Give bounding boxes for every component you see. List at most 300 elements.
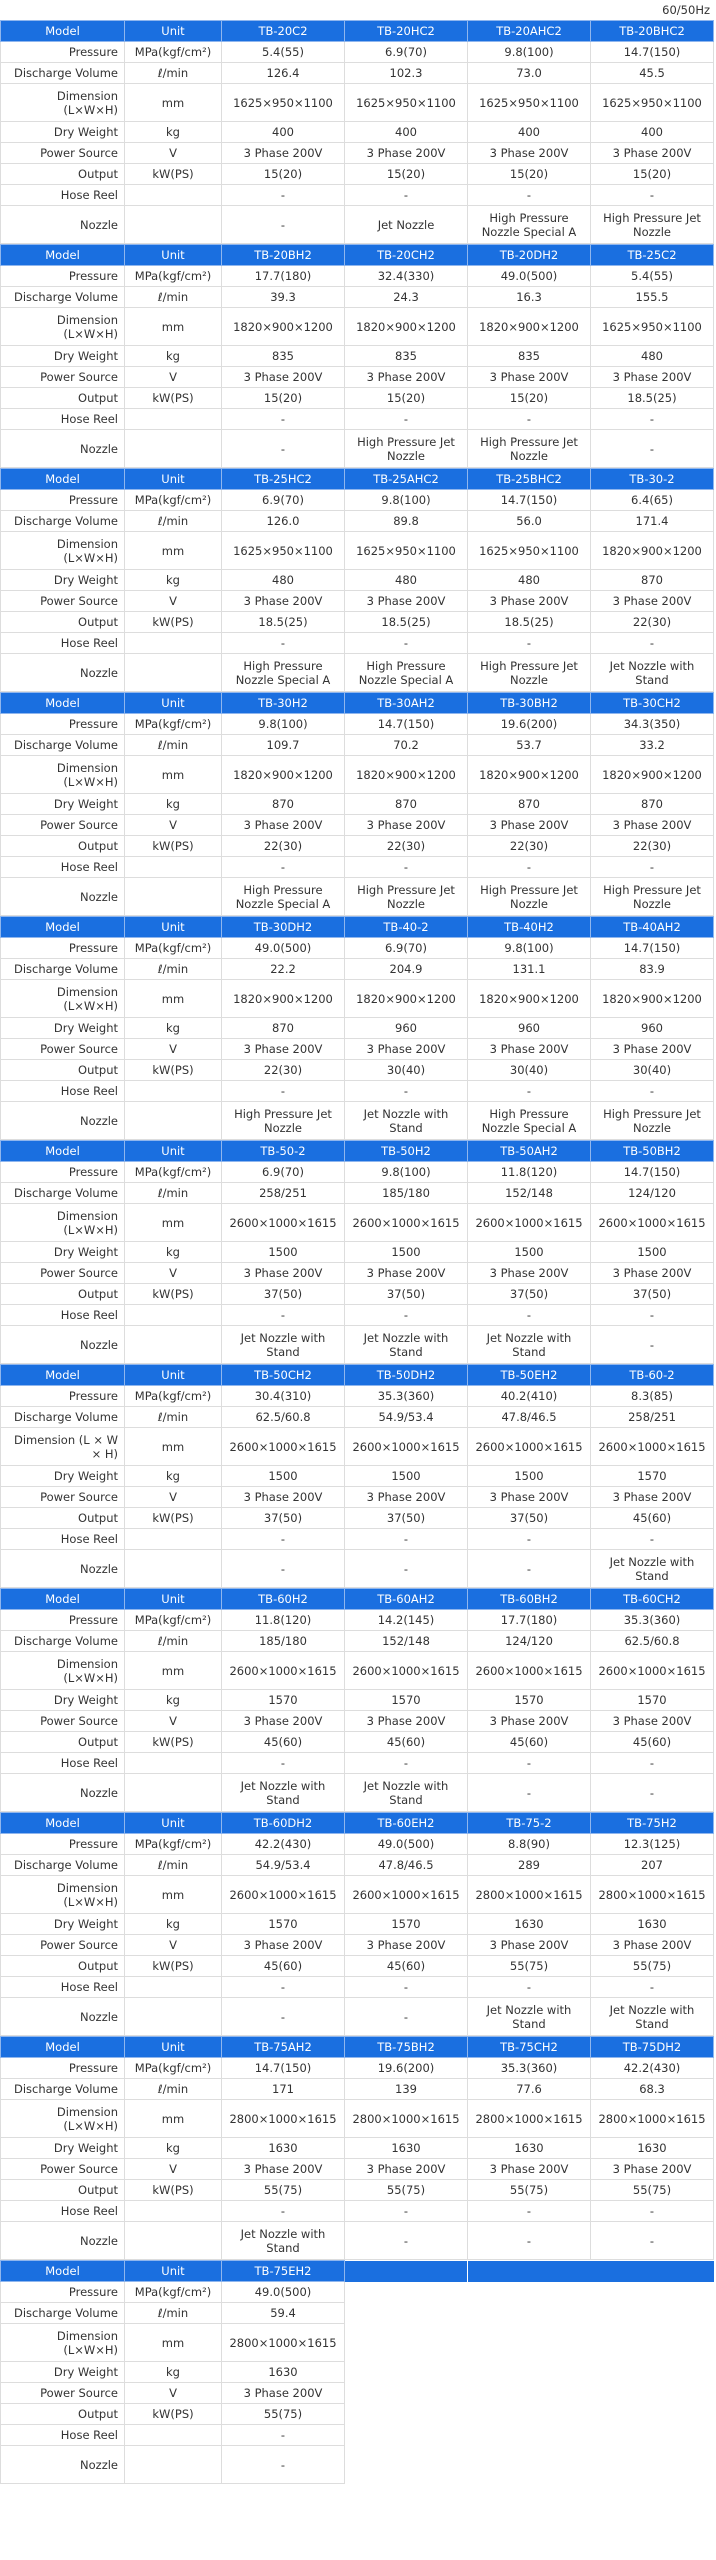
empty-cell [591, 2446, 714, 2484]
output-value: 15(20) [591, 164, 714, 185]
dry-weight-label: Dry Weight [1, 346, 125, 367]
model-label: Model [1, 917, 125, 938]
dimension-value: 2600×1000×1615 [591, 1652, 714, 1690]
power-source-unit: V [125, 2383, 222, 2404]
dry-weight-unit: kg [125, 346, 222, 367]
unit-label: Unit [125, 1141, 222, 1162]
nozzle-value: High Pressure Jet Nozzle [468, 654, 591, 692]
discharge-volume-value: 16.3 [468, 287, 591, 308]
nozzle-unit [125, 1774, 222, 1812]
hose-reel-value: - [591, 185, 714, 206]
pressure-unit: MPa(kgf/cm²) [125, 2282, 222, 2303]
dry-weight-value: 960 [591, 1018, 714, 1039]
spec-tables [0, 20, 716, 2484]
power-source-label: Power Source [1, 1711, 125, 1732]
pressure-value: 49.0(500) [222, 2282, 345, 2303]
spec-table [0, 468, 714, 692]
power-source-row [1, 2383, 714, 2404]
nozzle-value: Jet Nozzle with Stand [468, 1998, 591, 2036]
model-name: TB-50-2 [222, 1141, 345, 1162]
spec-table [0, 1140, 714, 1364]
dimension-value: 2600×1000×1615 [222, 1428, 345, 1466]
output-value: 22(30) [468, 836, 591, 857]
nozzle-value: High Pressure Nozzle Special A [345, 654, 468, 692]
hose-reel-unit [125, 409, 222, 430]
spec-table [0, 916, 714, 1140]
power-source-value: 3 Phase 200V [222, 1039, 345, 1060]
output-value: 45(60) [222, 1732, 345, 1753]
dry-weight-label: Dry Weight [1, 122, 125, 143]
pressure-value: 30.4(310) [222, 1386, 345, 1407]
pressure-label: Pressure [1, 1386, 125, 1407]
discharge-volume-value: 171.4 [591, 511, 714, 532]
spec-table [0, 1588, 714, 1812]
model-header-row [1, 693, 714, 714]
discharge-volume-value: 77.6 [468, 2079, 591, 2100]
pressure-value: 11.8(120) [468, 1162, 591, 1183]
hose-reel-value: - [591, 2201, 714, 2222]
dry-weight-value: 835 [345, 346, 468, 367]
hose-reel-value: - [468, 409, 591, 430]
dry-weight-label: Dry Weight [1, 1018, 125, 1039]
power-source-label: Power Source [1, 2159, 125, 2180]
model-header-row [1, 1813, 714, 1834]
hose-reel-value: - [345, 409, 468, 430]
hose-reel-unit [125, 1977, 222, 1998]
dimension-label: Dimension (L×W×H) [1, 2100, 125, 2138]
dry-weight-unit: kg [125, 2362, 222, 2383]
model-name: TB-25HC2 [222, 469, 345, 490]
dimension-row [1, 1204, 714, 1242]
discharge-volume-value: 204.9 [345, 959, 468, 980]
dry-weight-value: 870 [345, 794, 468, 815]
output-value: 15(20) [222, 388, 345, 409]
pressure-value: 35.3(360) [345, 1386, 468, 1407]
power-source-value: 3 Phase 200V [468, 1039, 591, 1060]
power-source-value: 3 Phase 200V [591, 367, 714, 388]
nozzle-unit [125, 2222, 222, 2260]
model-name: TB-30DH2 [222, 917, 345, 938]
discharge-volume-unit: ℓ/min [125, 1407, 222, 1428]
dimension-label: Dimension (L × W × H) [1, 1428, 125, 1466]
output-unit: kW(PS) [125, 388, 222, 409]
empty-cell [345, 2425, 468, 2446]
dry-weight-value: 480 [591, 346, 714, 367]
nozzle-row [1, 1326, 714, 1364]
model-header-row [1, 21, 714, 42]
dimension-unit: mm [125, 84, 222, 122]
model-name: TB-60CH2 [591, 1589, 714, 1610]
discharge-volume-row [1, 959, 714, 980]
spec-table [0, 244, 714, 468]
dimension-value: 2600×1000×1615 [468, 1428, 591, 1466]
power-source-value: 3 Phase 200V [222, 1711, 345, 1732]
dry-weight-unit: kg [125, 1914, 222, 1935]
dry-weight-value: 960 [468, 1018, 591, 1039]
empty-cell [591, 2383, 714, 2404]
nozzle-row [1, 654, 714, 692]
empty-cell [345, 2404, 468, 2425]
dry-weight-value: 1500 [222, 1466, 345, 1487]
nozzle-value: - [468, 2222, 591, 2260]
output-row [1, 836, 714, 857]
dry-weight-row [1, 1466, 714, 1487]
hose-reel-label: Hose Reel [1, 1529, 125, 1550]
dry-weight-label: Dry Weight [1, 2138, 125, 2159]
nozzle-value: - [345, 1550, 468, 1588]
discharge-volume-value: 109.7 [222, 735, 345, 756]
hose-reel-label: Hose Reel [1, 1305, 125, 1326]
power-source-value: 3 Phase 200V [345, 1263, 468, 1284]
model-name: TB-60BH2 [468, 1589, 591, 1610]
hose-reel-label: Hose Reel [1, 409, 125, 430]
pressure-value: 8.3(85) [591, 1386, 714, 1407]
pressure-unit: MPa(kgf/cm²) [125, 266, 222, 287]
discharge-volume-row [1, 2079, 714, 2100]
model-header-row [1, 2037, 714, 2058]
hose-reel-row [1, 1753, 714, 1774]
nozzle-unit [125, 1550, 222, 1588]
pressure-label: Pressure [1, 42, 125, 63]
pressure-row [1, 42, 714, 63]
pressure-value: 6.9(70) [345, 42, 468, 63]
dimension-label: Dimension (L×W×H) [1, 756, 125, 794]
output-row [1, 164, 714, 185]
output-value: 18.5(25) [591, 388, 714, 409]
pressure-unit: MPa(kgf/cm²) [125, 714, 222, 735]
output-unit: kW(PS) [125, 1956, 222, 1977]
dry-weight-row [1, 1018, 714, 1039]
power-source-label: Power Source [1, 143, 125, 164]
nozzle-row [1, 878, 714, 916]
dry-weight-value: 870 [222, 794, 345, 815]
dimension-value: 1820×900×1200 [468, 980, 591, 1018]
discharge-volume-value: 53.7 [468, 735, 591, 756]
power-source-value: 3 Phase 200V [345, 1487, 468, 1508]
power-source-unit: V [125, 1935, 222, 1956]
nozzle-label: Nozzle [1, 206, 125, 244]
hose-reel-label: Hose Reel [1, 1081, 125, 1102]
dry-weight-value: 1630 [591, 1914, 714, 1935]
hose-reel-unit [125, 1529, 222, 1550]
model-name: TB-60AH2 [345, 1589, 468, 1610]
dimension-value: 2800×1000×1615 [345, 2100, 468, 2138]
dry-weight-row [1, 2138, 714, 2159]
dry-weight-value: 835 [468, 346, 591, 367]
pressure-value: 19.6(200) [345, 2058, 468, 2079]
output-value: 15(20) [468, 388, 591, 409]
model-name: TB-50AH2 [468, 1141, 591, 1162]
power-source-value: 3 Phase 200V [468, 1711, 591, 1732]
model-name: TB-20BHC2 [591, 21, 714, 42]
nozzle-row [1, 430, 714, 468]
pressure-value: 14.7(150) [591, 938, 714, 959]
model-name: TB-20AHC2 [468, 21, 591, 42]
pressure-label: Pressure [1, 714, 125, 735]
discharge-volume-value: 47.8/46.5 [468, 1407, 591, 1428]
nozzle-value: High Pressure Jet Nozzle [222, 1102, 345, 1140]
pressure-label: Pressure [1, 938, 125, 959]
model-name: TB-40H2 [468, 917, 591, 938]
power-source-value: 3 Phase 200V [345, 143, 468, 164]
hose-reel-row [1, 633, 714, 654]
empty-cell [468, 2446, 591, 2484]
nozzle-row [1, 1102, 714, 1140]
discharge-volume-label: Discharge Volume [1, 1855, 125, 1876]
discharge-volume-row [1, 735, 714, 756]
output-label: Output [1, 2404, 125, 2425]
dimension-value: 2600×1000×1615 [468, 1204, 591, 1242]
discharge-volume-value: 59.4 [222, 2303, 345, 2324]
discharge-volume-value: 289 [468, 1855, 591, 1876]
dry-weight-value: 400 [468, 122, 591, 143]
discharge-volume-value: 33.2 [591, 735, 714, 756]
discharge-volume-row [1, 2303, 714, 2324]
pressure-value: 6.4(65) [591, 490, 714, 511]
discharge-volume-value: 258/251 [591, 1407, 714, 1428]
nozzle-unit [125, 654, 222, 692]
discharge-volume-value: 68.3 [591, 2079, 714, 2100]
output-value: 37(50) [345, 1508, 468, 1529]
dimension-value: 1820×900×1200 [591, 756, 714, 794]
dimension-unit: mm [125, 532, 222, 570]
dry-weight-unit: kg [125, 1242, 222, 1263]
discharge-volume-unit: ℓ/min [125, 2303, 222, 2324]
model-label: Model [1, 2037, 125, 2058]
output-row [1, 1060, 714, 1081]
power-source-row [1, 1487, 714, 1508]
hose-reel-value: - [591, 409, 714, 430]
empty-cell [468, 2362, 591, 2383]
model-name: TB-75DH2 [591, 2037, 714, 2058]
power-source-unit: V [125, 1487, 222, 1508]
discharge-volume-value: 185/180 [345, 1183, 468, 1204]
dry-weight-value: 1570 [345, 1690, 468, 1711]
discharge-volume-value: 124/120 [468, 1631, 591, 1652]
nozzle-value: - [591, 2222, 714, 2260]
nozzle-value: - [591, 430, 714, 468]
dry-weight-value: 870 [222, 1018, 345, 1039]
discharge-volume-unit: ℓ/min [125, 63, 222, 84]
unit-label: Unit [125, 1589, 222, 1610]
output-unit: kW(PS) [125, 612, 222, 633]
discharge-volume-value: 207 [591, 1855, 714, 1876]
model-name: TB-25AHC2 [345, 469, 468, 490]
dry-weight-value: 1500 [591, 1242, 714, 1263]
nozzle-value: Jet Nozzle with Stand [345, 1102, 468, 1140]
model-name: TB-20HC2 [345, 21, 468, 42]
dimension-value: 1625×950×1100 [345, 532, 468, 570]
discharge-volume-label: Discharge Volume [1, 63, 125, 84]
pressure-value: 14.7(150) [345, 714, 468, 735]
power-source-value: 3 Phase 200V [468, 367, 591, 388]
power-source-value: 3 Phase 200V [345, 1711, 468, 1732]
discharge-volume-label: Discharge Volume [1, 959, 125, 980]
pressure-value: 14.7(150) [222, 2058, 345, 2079]
discharge-volume-value: 131.1 [468, 959, 591, 980]
hose-reel-value: - [345, 857, 468, 878]
model-name: TB-30AH2 [345, 693, 468, 714]
output-value: 37(50) [222, 1508, 345, 1529]
output-label: Output [1, 612, 125, 633]
power-source-label: Power Source [1, 367, 125, 388]
dimension-value: 2600×1000×1615 [222, 1204, 345, 1242]
model-name: TB-60EH2 [345, 1813, 468, 1834]
output-value: 45(60) [468, 1732, 591, 1753]
output-value: 55(75) [591, 1956, 714, 1977]
hose-reel-value: - [591, 857, 714, 878]
output-row [1, 1956, 714, 1977]
model-label: Model [1, 1141, 125, 1162]
power-source-value: 3 Phase 200V [345, 1935, 468, 1956]
pressure-value: 40.2(410) [468, 1386, 591, 1407]
power-source-label: Power Source [1, 2383, 125, 2404]
nozzle-label: Nozzle [1, 2222, 125, 2260]
output-value: 37(50) [468, 1284, 591, 1305]
power-source-value: 3 Phase 200V [222, 1487, 345, 1508]
pressure-value: 14.7(150) [468, 490, 591, 511]
hose-reel-value: - [468, 857, 591, 878]
hose-reel-row [1, 409, 714, 430]
power-source-value: 3 Phase 200V [591, 2159, 714, 2180]
nozzle-value: High Pressure Jet Nozzle [468, 878, 591, 916]
hose-reel-value: - [222, 2425, 345, 2446]
dimension-row [1, 980, 714, 1018]
dry-weight-unit: kg [125, 2138, 222, 2159]
output-unit: kW(PS) [125, 164, 222, 185]
power-source-value: 3 Phase 200V [591, 1711, 714, 1732]
discharge-volume-row [1, 1407, 714, 1428]
power-source-value: 3 Phase 200V [345, 2159, 468, 2180]
power-source-label: Power Source [1, 1263, 125, 1284]
nozzle-value: High Pressure Nozzle Special A [468, 1102, 591, 1140]
discharge-volume-unit: ℓ/min [125, 1183, 222, 1204]
output-value: 45(60) [222, 1956, 345, 1977]
unit-label: Unit [125, 469, 222, 490]
output-label: Output [1, 164, 125, 185]
discharge-volume-unit: ℓ/min [125, 2079, 222, 2100]
hose-reel-unit [125, 185, 222, 206]
nozzle-value: Jet Nozzle with Stand [591, 1998, 714, 2036]
dimension-unit: mm [125, 2324, 222, 2362]
output-value: 18.5(25) [345, 612, 468, 633]
dimension-value: 2600×1000×1615 [345, 1428, 468, 1466]
spec-table [0, 1364, 714, 1588]
dry-weight-value: 480 [345, 570, 468, 591]
nozzle-value: High Pressure Jet Nozzle [345, 878, 468, 916]
output-unit: kW(PS) [125, 1508, 222, 1529]
hose-reel-value: - [222, 857, 345, 878]
discharge-volume-label: Discharge Volume [1, 287, 125, 308]
power-source-value: 3 Phase 200V [468, 2159, 591, 2180]
dry-weight-value: 480 [468, 570, 591, 591]
hose-reel-value: - [345, 1305, 468, 1326]
dimension-value: 1625×950×1100 [222, 532, 345, 570]
pressure-label: Pressure [1, 266, 125, 287]
dimension-value: 2800×1000×1615 [222, 2324, 345, 2362]
output-row [1, 612, 714, 633]
discharge-volume-value: 56.0 [468, 511, 591, 532]
nozzle-value: Jet Nozzle with Stand [222, 1326, 345, 1364]
nozzle-value: - [222, 430, 345, 468]
pressure-value: 6.9(70) [222, 1162, 345, 1183]
discharge-volume-label: Discharge Volume [1, 1631, 125, 1652]
power-source-value: 3 Phase 200V [222, 815, 345, 836]
dry-weight-row [1, 1690, 714, 1711]
nozzle-unit [125, 878, 222, 916]
output-value: 22(30) [345, 836, 468, 857]
empty-cell [468, 2383, 591, 2404]
dimension-value: 2600×1000×1615 [345, 1652, 468, 1690]
discharge-volume-row [1, 63, 714, 84]
discharge-volume-label: Discharge Volume [1, 511, 125, 532]
power-source-row [1, 367, 714, 388]
discharge-volume-value: 152/148 [345, 1631, 468, 1652]
hose-reel-unit [125, 2425, 222, 2446]
dimension-value: 2800×1000×1615 [591, 2100, 714, 2138]
power-source-unit: V [125, 1039, 222, 1060]
pressure-value: 14.7(150) [591, 42, 714, 63]
nozzle-value: High Pressure Nozzle Special A [222, 654, 345, 692]
output-value: 30(40) [591, 1060, 714, 1081]
power-source-value: 3 Phase 200V [468, 143, 591, 164]
nozzle-value: Jet Nozzle with Stand [591, 654, 714, 692]
model-name: TB-75CH2 [468, 2037, 591, 2058]
pressure-unit: MPa(kgf/cm²) [125, 1610, 222, 1631]
pressure-label: Pressure [1, 490, 125, 511]
hose-reel-value: - [345, 1081, 468, 1102]
output-label: Output [1, 1284, 125, 1305]
dimension-value: 2600×1000×1615 [345, 1876, 468, 1914]
dimension-row [1, 532, 714, 570]
output-row [1, 1508, 714, 1529]
hose-reel-value: - [468, 2201, 591, 2222]
hose-reel-row [1, 1529, 714, 1550]
dimension-unit: mm [125, 1204, 222, 1242]
hose-reel-value: - [345, 1977, 468, 1998]
dry-weight-value: 870 [468, 794, 591, 815]
pressure-value: 9.8(100) [345, 490, 468, 511]
dimension-row [1, 84, 714, 122]
discharge-volume-value: 22.2 [222, 959, 345, 980]
discharge-volume-value: 126.0 [222, 511, 345, 532]
discharge-volume-row [1, 287, 714, 308]
dimension-value: 2800×1000×1615 [468, 2100, 591, 2138]
pressure-row [1, 1610, 714, 1631]
dimension-value: 1820×900×1200 [345, 308, 468, 346]
empty-cell [345, 2303, 468, 2324]
dimension-label: Dimension (L×W×H) [1, 1204, 125, 1242]
power-source-unit: V [125, 815, 222, 836]
power-source-value: 3 Phase 200V [468, 1263, 591, 1284]
power-source-row [1, 1263, 714, 1284]
discharge-volume-value: 152/148 [468, 1183, 591, 1204]
model-name: TB-25BHC2 [468, 469, 591, 490]
dimension-value: 1820×900×1200 [222, 756, 345, 794]
hose-reel-row [1, 1305, 714, 1326]
model-header-row [1, 469, 714, 490]
power-source-label: Power Source [1, 1935, 125, 1956]
hose-reel-label: Hose Reel [1, 2201, 125, 2222]
dry-weight-value: 480 [222, 570, 345, 591]
dry-weight-row [1, 794, 714, 815]
pressure-value: 9.8(100) [222, 714, 345, 735]
model-name: TB-75EH2 [222, 2261, 345, 2282]
dimension-row [1, 2324, 714, 2362]
power-source-value: 3 Phase 200V [222, 2383, 345, 2404]
discharge-volume-value: 83.9 [591, 959, 714, 980]
output-label: Output [1, 836, 125, 857]
